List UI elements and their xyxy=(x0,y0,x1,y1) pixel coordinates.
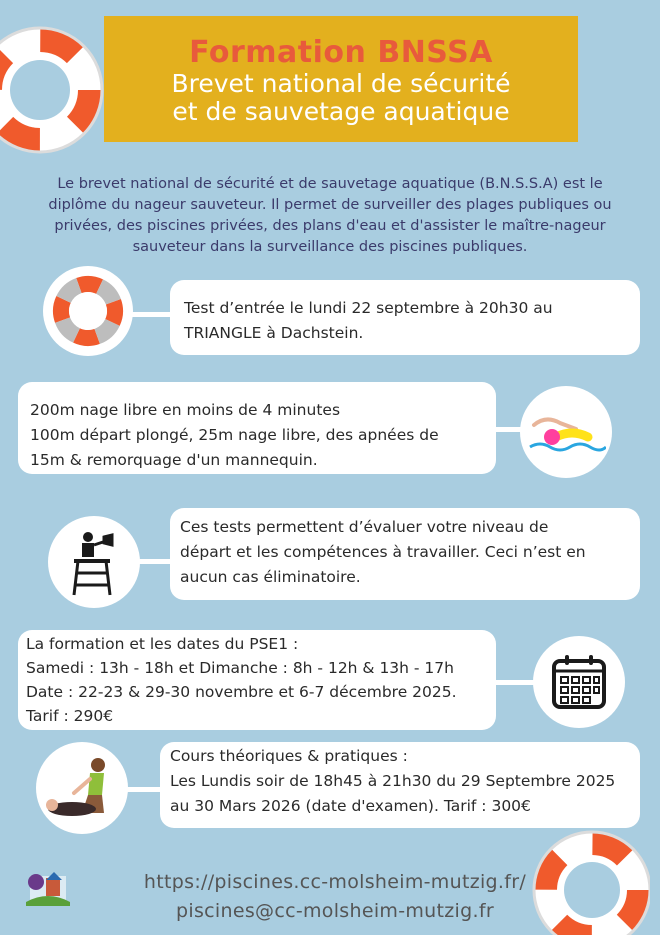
card-4-line: Date : 22-23 & 29-30 novembre et 6-7 décembre 2025. xyxy=(26,683,457,701)
first-aid-cpr-icon xyxy=(42,753,122,823)
community-logo xyxy=(20,866,76,926)
lifeguard-chair-icon xyxy=(64,527,124,597)
card-1-text xyxy=(170,280,640,355)
card-4-line: Tarif : 290€ xyxy=(26,707,114,725)
title-box xyxy=(104,16,578,142)
swimmer-icon xyxy=(526,407,606,457)
card-2-icon-circle xyxy=(520,386,612,478)
lifebuoy-icon xyxy=(51,274,125,348)
subtitle-line-1: Brevet national de sécurité xyxy=(171,69,511,98)
card-3-line: départ et les compétences à travailler. Ceci n’est en xyxy=(180,543,586,561)
card-5-line: Cours théoriques & pratiques : xyxy=(170,747,408,765)
card-4-text xyxy=(18,630,496,730)
page-title: Formation BNSSA xyxy=(189,35,493,70)
website-link[interactable]: https://piscines.cc-molsheim-mutzig.fr/ xyxy=(143,871,527,893)
card-3-text xyxy=(170,508,640,600)
intro-paragraph: Le brevet national de sécurité et de sauvetage aquatique (B.N.S.S.A) est le diplôme du nageur sauveteur. Il permet de surveiller des plages publiques ou privées, des piscines privées, des plans d'eau et d'assister le maître-nageur sauveteur dans la surveillance des piscines publiques. xyxy=(48,176,612,255)
card-1-line: Test d’entrée le lundi 22 septembre à 20h30 au xyxy=(184,299,553,317)
card-4-line: Samedi : 13h - 18h et Dimanche : 8h - 12h & 13h - 17h xyxy=(26,659,454,677)
community-logo-icon xyxy=(20,866,76,910)
card-4-icon-circle xyxy=(533,636,625,728)
card-1-line: TRIANGLE à Dachstein. xyxy=(184,324,364,342)
card-5-icon-circle xyxy=(36,742,128,834)
subtitle-line-2: et de sauvetage aquatique xyxy=(172,97,510,126)
card-2-line: 200m nage libre en moins de 4 minutes xyxy=(30,401,341,419)
card-1-icon-circle xyxy=(43,266,133,356)
card-2-line: 15m & remorquage d'un mannequin. xyxy=(30,451,318,469)
card-5-line: Les Lundis soir de 18h45 à 21h30 du 29 Septembre 2025 xyxy=(170,772,616,790)
card-3-icon-circle xyxy=(48,516,140,608)
card-5-text xyxy=(160,742,640,828)
card-5-line: au 30 Mars 2026 (date d'examen). Tarif : 300€ xyxy=(170,797,531,815)
card-2-line: 100m départ plongé, 25m nage libre, des apnées de xyxy=(30,426,439,444)
card-4-line: La formation et les dates du PSE1 : xyxy=(26,635,299,653)
email-link[interactable]: piscines@cc-molsheim-mutzig.fr xyxy=(176,900,494,922)
card-3-line: Ces tests permettent d’évaluer votre niveau de xyxy=(180,518,549,536)
footer xyxy=(120,868,550,926)
card-3-line: aucun cas éliminatoire. xyxy=(180,568,361,586)
lifebuoy-decoration-top-left xyxy=(0,8,120,168)
card-2-text xyxy=(18,382,496,474)
calendar-icon xyxy=(550,653,608,711)
